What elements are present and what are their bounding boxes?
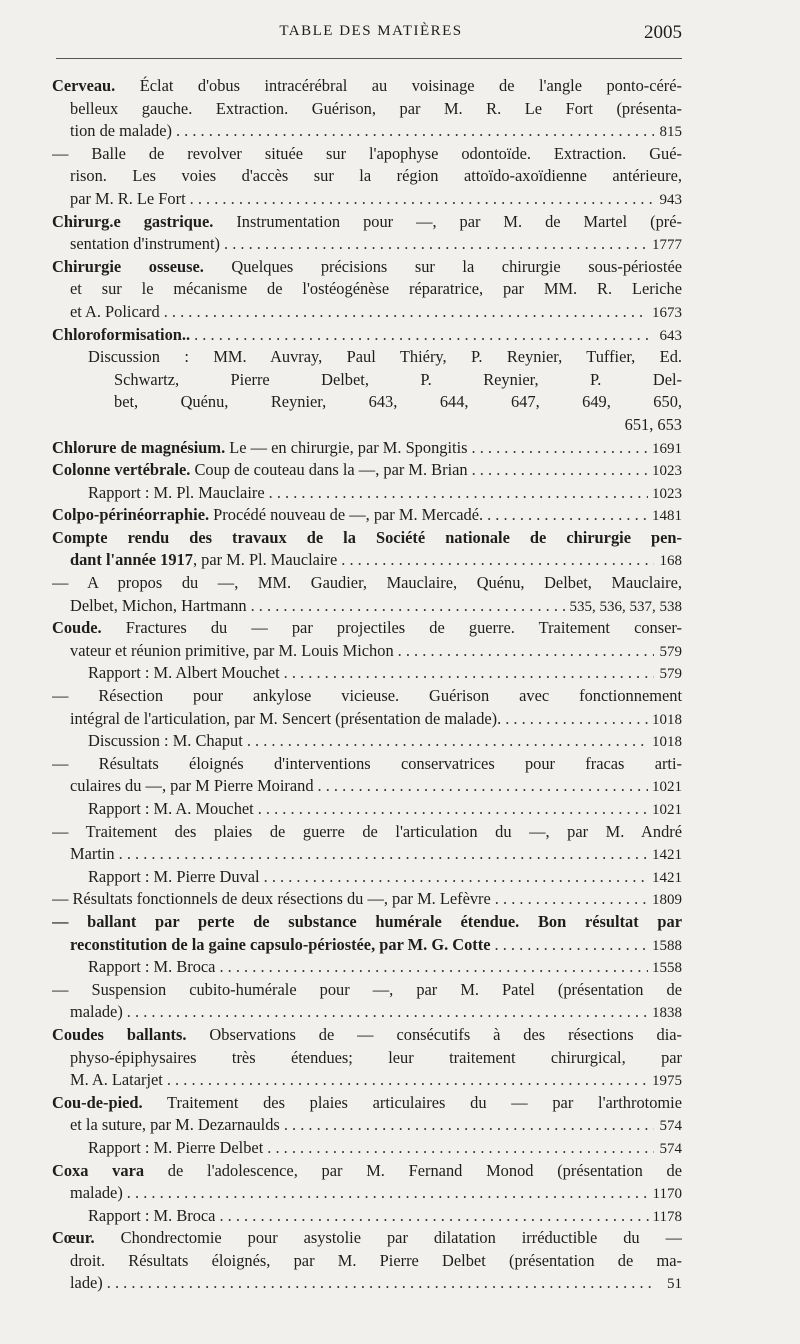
entry-description: bet, Quénu, Reynier, 643, 644, 647, 649, 650, [114, 392, 682, 412]
index-line [52, 1182, 682, 1205]
entry-description: Chondrectomie pour asystolie par dilatation irréductible du — [94, 1228, 682, 1248]
entry-text [52, 504, 483, 527]
entry-description: — Suspension cubito-humérale pour —, par M. Patel (présentation de [52, 979, 682, 999]
dot-leader [167, 1069, 648, 1092]
entry-page-number: 579 [659, 643, 682, 660]
index-line [52, 662, 682, 685]
entry-description: , par M. Pl. Mauclaire [192, 550, 338, 570]
entry-text [70, 301, 160, 324]
entry-text [88, 482, 265, 505]
index-line [52, 1272, 682, 1295]
dot-leader [284, 662, 654, 685]
entry-description: Discussion : MM. Auvray, Paul Thiéry, P. Reynier, Tuffier, Ed. [88, 347, 682, 367]
entry-text [52, 979, 682, 1002]
entry-text [52, 911, 682, 934]
header-rule [56, 58, 682, 59]
index-line [52, 278, 682, 301]
entry-description: — Résultats fonctionnels de deux résections du —, par M. Lefèvre [52, 889, 491, 909]
entry-description: Fractures du — par projectiles de guerre. Traitement conser- [101, 618, 682, 638]
entry-description: malade) [70, 1002, 123, 1022]
entry-page-number: 168 [659, 553, 682, 570]
entry-text [52, 527, 682, 550]
index-line [52, 1069, 682, 1092]
entry-text [52, 256, 682, 279]
entry-text [52, 1092, 682, 1115]
entry-keyword: Coude. [52, 618, 102, 638]
entry-keyword: Chirurgie osseuse. [52, 256, 204, 276]
dot-leader [398, 640, 654, 663]
dot-leader [251, 595, 566, 618]
index-line [52, 233, 682, 256]
entry-keyword: reconstitution de la gaine capsulo-périostée, par M. G. Cotte [70, 934, 491, 954]
entry-keyword: Compte rendu des travaux de la Société nationale de chirurgie pen- [52, 527, 682, 547]
dot-leader [472, 437, 648, 460]
entry-text [52, 437, 468, 460]
index-line [52, 798, 682, 821]
dot-leader [247, 730, 648, 753]
entry-text [88, 662, 280, 685]
dot-leader [224, 233, 648, 256]
dot-leader [119, 843, 648, 866]
entry-keyword: dant l'année 1917 [70, 550, 193, 570]
index-line [52, 617, 682, 640]
entry-description: vateur et réunion primitive, par M. Louis Michon [70, 640, 394, 660]
dot-leader [219, 1205, 648, 1228]
entry-text [625, 414, 682, 437]
entry-text [70, 165, 682, 188]
entry-page-number: 1975 [652, 1073, 682, 1090]
dot-leader [127, 1182, 649, 1205]
index-line [52, 1001, 682, 1024]
index-line [52, 391, 682, 414]
index-line [52, 640, 682, 663]
entry-keyword: Chloroformisation.. [52, 324, 191, 344]
index-line [52, 866, 682, 889]
dot-leader [505, 708, 648, 731]
index-line [52, 414, 682, 437]
entry-text [70, 595, 247, 618]
index-line [52, 482, 682, 505]
entry-text [70, 1047, 682, 1070]
entry-text [114, 391, 682, 414]
dot-leader [267, 1137, 654, 1160]
index-line [52, 549, 682, 572]
entry-page-number: 1178 [652, 1208, 682, 1225]
entry-page-number: 1170 [652, 1186, 682, 1203]
entry-text [70, 640, 394, 663]
entry-description: tion de malade) [70, 121, 172, 141]
entry-page-number: 1421 [652, 847, 682, 864]
entry-text [70, 708, 501, 731]
entry-page-number: 1021 [652, 802, 682, 818]
entry-text [70, 1114, 280, 1137]
entry-keyword: Coxa vara [52, 1160, 145, 1180]
index-line [52, 75, 682, 98]
entry-description: Delbet, Michon, Hartmann [70, 595, 247, 615]
entry-description: Schwartz, Pierre Delbet, P. Reynier, P. Del- [114, 369, 682, 389]
header-page-number: 2005 [644, 22, 682, 43]
entry-description: et sur le mécanisme de l'ostéogénèse réparatrice, par MM. R. Leriche [70, 279, 682, 299]
entry-page-number: 643 [659, 327, 682, 344]
entry-keyword: Cerveau. [52, 76, 116, 95]
entry-description: Rapport : M. Pierre Duval [88, 866, 260, 886]
entry-page-number: 579 [659, 666, 682, 683]
entry-keyword: Colonne vertébrale. [52, 460, 191, 480]
entry-description: culaires du —, par M Pierre Moirand [70, 776, 314, 796]
entry-text [70, 843, 115, 866]
index-line [52, 934, 682, 957]
index-line [52, 98, 682, 121]
entry-description: Rapport : M. Pl. Mauclaire [88, 482, 265, 502]
index-line [52, 1160, 682, 1183]
entry-description: malade) [70, 1183, 123, 1203]
entry-text [52, 1227, 682, 1250]
entry-description: Rapport : M. Broca [88, 1205, 216, 1225]
running-header [60, 22, 682, 44]
index-line [52, 595, 682, 618]
entry-page-number: 1018 [652, 711, 682, 728]
entry-description: Procédé nouveau de —, par M. Mercadé. [209, 505, 484, 525]
entry-description: — A propos du —, MM. Gaudier, Mauclaire, Quénu, Delbet, Mauclaire, [52, 573, 682, 593]
entry-text [52, 211, 682, 234]
dot-leader [107, 1272, 654, 1295]
entry-text [70, 233, 220, 256]
index-line [52, 979, 682, 1002]
entry-text [70, 1272, 103, 1295]
index-line [52, 1114, 682, 1137]
entry-description: belleux gauche. Extraction. Guérison, par M. R. Le Fort (présenta- [70, 98, 682, 118]
entry-text [70, 188, 186, 211]
entry-text [52, 324, 190, 347]
entry-description: sentation d'instrument) [70, 234, 220, 254]
entry-page-number: 574 [659, 1118, 682, 1135]
entry-text [52, 143, 682, 166]
entry-text [70, 1001, 123, 1024]
entry-text [70, 775, 314, 798]
entry-page-number: 535, 536, 537, 538 [569, 598, 682, 615]
entry-page-number: 1023 [652, 485, 682, 502]
entry-page-number: 1691 [652, 440, 682, 457]
index-line [52, 911, 682, 934]
entry-description: Discussion : M. Chaput [88, 731, 243, 751]
entry-keyword: Chlorure de magnésium. [52, 437, 226, 457]
index-line [52, 730, 682, 753]
dot-leader [318, 775, 648, 798]
entry-text [70, 1250, 682, 1273]
entry-page-number: 1018 [652, 734, 682, 751]
entry-description: de l'adolescence, par M. Fernand Monod (présentation de [144, 1160, 682, 1180]
entry-description: Coup de couteau dans la —, par M. Brian [190, 460, 468, 480]
index-line [52, 120, 682, 143]
dot-leader [472, 459, 648, 482]
dot-leader [487, 504, 648, 527]
entry-page-number: 1481 [652, 508, 682, 525]
entry-description: intégral de l'articulation, par M. Sencert (présentation de malade). [70, 708, 502, 728]
entry-text [70, 549, 337, 572]
dot-leader [164, 301, 648, 324]
entry-description: Instrumentation pour —, par M. de Martel (pré- [213, 211, 682, 231]
entry-description: Observations de — consécutifs à des résections dia- [186, 1024, 682, 1044]
entry-text [52, 888, 491, 911]
index-line [52, 956, 682, 979]
index-line [52, 708, 682, 731]
entry-page-number: 943 [659, 191, 682, 208]
index-line [52, 301, 682, 324]
entry-text [52, 572, 682, 595]
entry-page-number: 1588 [652, 937, 682, 954]
entry-description: et la suture, par M. Dezarnaulds [70, 1115, 280, 1135]
entry-keyword: — ballant par perte de substance humérale étendue. Bon résultat par [52, 911, 682, 931]
dot-leader [127, 1001, 648, 1024]
entry-description: par M. R. Le Fort [70, 188, 186, 208]
entry-description: physo-épiphysaires très étendues; leur traitement chirurgical, par [70, 1047, 682, 1067]
index-line [52, 753, 682, 776]
index-line [52, 369, 682, 392]
index-line [52, 527, 682, 550]
entry-page-number: 1558 [652, 960, 682, 977]
index-line [52, 188, 682, 211]
entry-text [88, 866, 260, 889]
dot-leader [341, 549, 654, 572]
entry-text [52, 75, 682, 98]
entry-keyword: Colpo-périnéorraphie. [52, 505, 210, 525]
entry-text [52, 753, 682, 776]
entry-keyword: Coudes ballants. [52, 1024, 187, 1044]
entry-text [70, 278, 682, 301]
dot-leader [495, 888, 648, 911]
dot-leader [269, 482, 648, 505]
dot-leader [258, 798, 648, 821]
dot-leader [284, 1114, 654, 1137]
entry-text [70, 98, 682, 121]
entry-text [70, 120, 172, 143]
index-line [52, 504, 682, 527]
entry-description: — Résection pour ankylose vicieuse. Guérison avec fonctionnement [52, 686, 682, 706]
entry-description: Rapport : M. Broca [88, 957, 216, 977]
entry-description: M. A. Latarjet [70, 1070, 163, 1090]
dot-leader [264, 866, 648, 889]
entry-text [88, 1137, 263, 1160]
entry-text [52, 821, 682, 844]
entry-description: Le — en chirurgie, par M. Spongitis [225, 437, 468, 457]
entry-text [70, 934, 491, 957]
index-line [52, 572, 682, 595]
dot-leader [495, 934, 649, 957]
entry-page-number: 1838 [652, 1005, 682, 1022]
entry-text [88, 346, 682, 369]
entry-page-number: 815 [659, 124, 682, 141]
entry-page-number: 1777 [652, 237, 682, 254]
entry-text [114, 369, 682, 392]
index-line [52, 437, 682, 460]
header-title: TABLE DES MATIÈRES [279, 23, 463, 39]
entry-text [52, 1160, 682, 1183]
entry-page-number: 1023 [652, 463, 682, 480]
entry-text [52, 1024, 682, 1047]
entry-description: Rapport : M. A. Mouchet [88, 799, 254, 818]
entry-description: rison. Les voies d'accès sur la région attoïdo-axoïdienne antérieure, [70, 166, 682, 186]
dot-leader [219, 956, 648, 979]
index-line [52, 685, 682, 708]
index-line [52, 1092, 682, 1115]
dot-leader [194, 324, 654, 347]
index-line [52, 1227, 682, 1250]
index-line [52, 165, 682, 188]
entry-page-number: 51 [667, 1276, 682, 1293]
entry-description: lade) [70, 1273, 103, 1293]
entry-description: Rapport : M. Albert Mouchet [88, 663, 280, 683]
entry-page-number: 1421 [652, 869, 682, 886]
index-entries [52, 75, 682, 1295]
index-line [52, 775, 682, 798]
index-line [52, 843, 682, 866]
entry-description: droit. Résultats éloignés, par M. Pierre Delbet (présentation de ma- [70, 1250, 682, 1270]
entry-description: Quelques précisions sur la chirurgie sous-périostée [203, 256, 682, 276]
entry-keyword: Cou-de-pied. [52, 1092, 143, 1112]
entry-text [70, 1069, 163, 1092]
index-line [52, 459, 682, 482]
entry-text [88, 956, 215, 979]
entry-text [88, 798, 254, 821]
entry-description: et A. Policard [70, 301, 160, 321]
entry-page-number: 1021 [652, 779, 682, 796]
entry-description: 651, 653 [624, 414, 682, 434]
entry-description: — Résultats éloignés d'interventions conservatrices pour fracas arti- [52, 753, 682, 773]
entry-text [88, 1205, 215, 1228]
entry-description: — Traitement des plaies de guerre de l'articulation du —, par M. André [52, 821, 682, 841]
dot-leader [176, 120, 654, 143]
entry-text [52, 459, 468, 482]
entry-keyword: Cœur. [52, 1228, 95, 1248]
entry-text [70, 1182, 123, 1205]
entry-description: Traitement des plaies articulaires du — par l'arthrotomie [142, 1092, 682, 1112]
index-line [52, 1205, 682, 1228]
entry-description: Rapport : M. Pierre Delbet [88, 1137, 264, 1157]
entry-description: — Balle de revolver située sur l'apophyse odontoïde. Extraction. Gué- [52, 143, 682, 163]
index-line [52, 821, 682, 844]
index-line [52, 211, 682, 234]
entry-text [88, 730, 243, 753]
entry-page-number: 1673 [652, 304, 682, 321]
entry-description: Éclat d'obus intracérébral au voisinage de l'angle ponto-céré- [115, 76, 682, 95]
index-line [52, 1137, 682, 1160]
entry-page-number: 1809 [652, 892, 682, 909]
index-line [52, 256, 682, 279]
entry-text [52, 617, 682, 640]
index-line [52, 888, 682, 911]
index-line [52, 143, 682, 166]
index-line [52, 324, 682, 347]
entry-keyword: Chirurg.e gastrique. [52, 211, 214, 231]
index-line [52, 1250, 682, 1273]
entry-description: Martin [70, 844, 115, 864]
index-line [52, 346, 682, 369]
entry-page-number: 574 [659, 1140, 682, 1157]
index-line [52, 1047, 682, 1070]
index-line [52, 1024, 682, 1047]
dot-leader [190, 188, 654, 211]
entry-text [52, 685, 682, 708]
